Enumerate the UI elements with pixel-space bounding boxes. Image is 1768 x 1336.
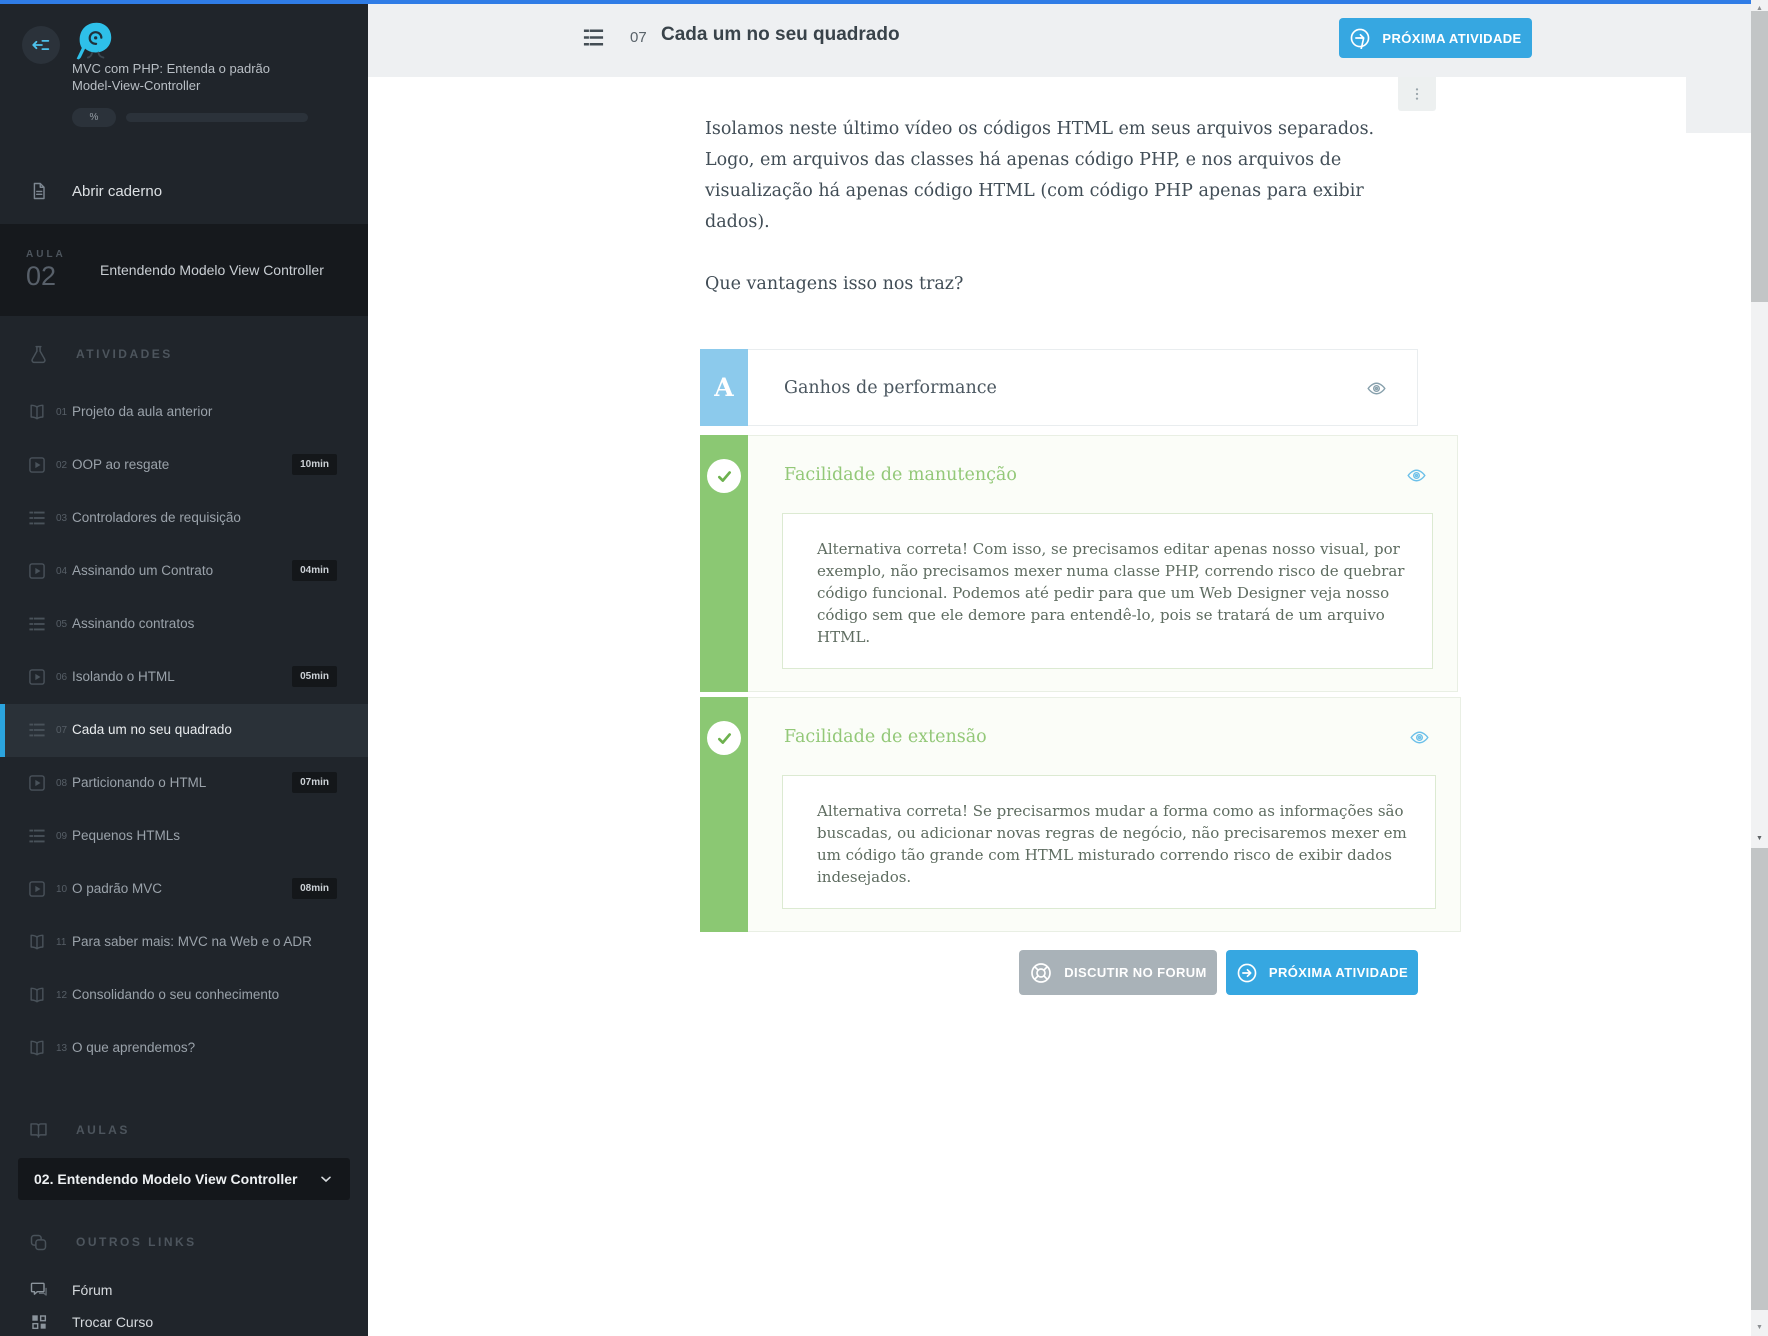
activity-number: 04: [56, 566, 68, 577]
option-b-label: Facilidade de manutenção: [784, 464, 1017, 485]
activity-label: Cada um no seu quadrado: [72, 722, 232, 737]
course-title-line2: Model-View-Controller: [72, 78, 201, 93]
video-icon: [27, 667, 47, 687]
lesson-select-value: 02. Entendendo Modelo View Controller: [34, 1171, 298, 1187]
course-progress: [72, 108, 308, 127]
sidebar-activity-03[interactable]: [0, 492, 368, 545]
scrollbar-thumb-upper[interactable]: [1751, 11, 1768, 302]
duration-badge: 07min: [292, 772, 337, 793]
next-activity-label-bottom: PRÓXIMA ATIVIDADE: [1268, 965, 1409, 980]
text-line: exemplo, não precisamos mexer numa classe PHP, correndo risco de quebrar: [817, 562, 1405, 580]
collapse-arrow-icon: [30, 34, 52, 56]
book-icon: [27, 1038, 47, 1058]
text-line: dados).: [705, 212, 770, 232]
open-book-icon: [28, 1120, 49, 1141]
check-icon: [707, 721, 741, 755]
activity-number: 07: [56, 725, 68, 736]
progress-percent-pill: %: [72, 108, 116, 127]
activity-number: 06: [56, 672, 68, 683]
progress-bar: [126, 113, 308, 122]
scrollbar[interactable]: [1751, 0, 1768, 1336]
sidebar-activity-12[interactable]: [0, 969, 368, 1022]
chat-icon: [29, 1280, 49, 1300]
text-line: indesejados.: [817, 868, 912, 886]
book-icon: [27, 932, 47, 952]
video-icon: [27, 455, 47, 475]
video-icon: [27, 561, 47, 581]
change-course-label: Trocar Curso: [72, 1314, 154, 1330]
activity-number: 11: [56, 937, 67, 948]
activity-label: Para saber mais: MVC na Web e o ADR: [72, 934, 312, 949]
option-a[interactable]: [700, 349, 1418, 426]
sidebar-activity-02[interactable]: [0, 439, 368, 492]
check-icon: [707, 459, 741, 493]
option-b[interactable]: [700, 435, 1418, 692]
duration-badge: 08min: [292, 878, 337, 899]
activity-number: 03: [56, 513, 68, 524]
option-c-title-row: [748, 698, 1436, 775]
activity-label: Assinando um Contrato: [72, 563, 214, 578]
eye-icon[interactable]: [1406, 465, 1427, 486]
activity-number: 02: [56, 460, 68, 471]
open-notebook-link[interactable]: [0, 162, 368, 220]
kebab-menu-icon: [1409, 86, 1425, 102]
collapse-sidebar-button[interactable]: [22, 26, 60, 64]
activity-number: 12: [56, 990, 68, 1001]
sidebar-activity-05[interactable]: [0, 598, 368, 651]
text-line: visualização há apenas código HTML (com código PHP apenas para exibir: [705, 181, 1364, 201]
activity-label: Consolidando o seu conhecimento: [72, 987, 280, 1002]
eye-icon[interactable]: [1409, 727, 1430, 748]
sidebar-item-change-course[interactable]: [0, 1304, 368, 1336]
text-line: HTML.: [817, 628, 871, 646]
text-line: buscadas, ou adicionar novas regras de negócio, não precisaremos mexer em: [817, 824, 1407, 842]
scrollbar-down-arrow[interactable]: ▼: [1756, 1323, 1763, 1331]
duration-badge: 04min: [292, 560, 337, 581]
book-icon: [27, 985, 47, 1005]
discuss-forum-label: DISCUTIR NO FORUM: [1064, 965, 1207, 980]
chevron-down-icon: [318, 1171, 334, 1187]
lessons-section-label: AULAS: [76, 1123, 130, 1137]
option-c-body: [748, 697, 1461, 932]
activity-label: Isolando o HTML: [72, 669, 175, 684]
option-a-body: [748, 349, 1418, 426]
current-lesson-banner: [0, 224, 368, 316]
activity-label: Projeto da aula anterior: [72, 404, 213, 419]
activity-label: O que aprendemos?: [72, 1040, 196, 1055]
text-line: Alternativa correta! Com isso, se precisamos editar apenas nosso visual, por: [817, 540, 1400, 558]
course-title: [72, 60, 312, 94]
activity-title: Cada um no seu quadrado: [661, 24, 900, 45]
next-activity-label-top: PRÓXIMA ATIVIDADE: [1382, 30, 1522, 46]
duration-badge: 10min: [292, 454, 337, 475]
copy-link-icon: [28, 1232, 49, 1253]
text-line: um código tão grande com HTML misturado correndo risco de exibir dados: [817, 846, 1392, 864]
question-followup: Que vantagens isso nos traz?: [705, 274, 964, 294]
option-c-label: Facilidade de extensão: [784, 726, 987, 747]
activity-number: 05: [56, 619, 68, 630]
option-c[interactable]: [700, 697, 1418, 932]
arrow-right-circle-icon: [1349, 27, 1371, 49]
notebook-icon: [29, 181, 49, 201]
lesson-number-block: [0, 249, 100, 292]
sidebar-activity-11[interactable]: [0, 916, 368, 969]
lesson-select-dropdown[interactable]: [18, 1158, 350, 1200]
header-overflow-patch: [1686, 77, 1751, 133]
text-line: Logo, em arquivos das classes há apenas código PHP, e nos arquivos de: [705, 150, 1342, 170]
course-title-line1: MVC com PHP: Entenda o padrão: [72, 61, 270, 76]
list-icon: [27, 508, 47, 528]
sidebar-activity-08[interactable]: [0, 757, 368, 810]
activity-number: 01: [56, 407, 68, 418]
course-sidebar: [0, 0, 368, 1336]
activity-label: Particionando o HTML: [72, 775, 207, 790]
video-icon: [27, 773, 47, 793]
list-icon: [27, 826, 47, 846]
activity-number: 09: [56, 831, 68, 842]
activity-label: Pequenos HTMLs: [72, 828, 181, 843]
activity-label: OOP ao resgate: [72, 457, 170, 472]
activity-number: 13: [56, 1043, 68, 1054]
eye-icon[interactable]: [1366, 378, 1387, 399]
option-c-feedback: [782, 775, 1436, 909]
activities-section-label: ATIVIDADES: [76, 347, 173, 361]
book-icon: [27, 402, 47, 422]
sidebar-activity-06[interactable]: [0, 651, 368, 704]
top-progress-line: [0, 0, 1751, 4]
next-activity-button-bottom[interactable]: [1226, 950, 1418, 995]
other-links-section-header: [0, 1228, 368, 1256]
lesson-word: AULA: [26, 248, 66, 260]
option-b-title-row: [748, 436, 1433, 513]
duration-badge: 05min: [292, 666, 337, 687]
arrow-right-circle-icon: [1236, 962, 1258, 984]
activity-label: O padrão MVC: [72, 881, 163, 896]
exercise-actions: [700, 950, 1418, 995]
activity-number: 07: [630, 29, 647, 46]
text-line: Alternativa correta! Se precisarmos mudar a forma como as informações são: [817, 802, 1404, 820]
activities-section-header: [0, 340, 368, 368]
option-b-body: [748, 435, 1458, 692]
discuss-forum-button[interactable]: [1019, 950, 1217, 995]
lesson-title: Entendendo Modelo View Controller: [100, 262, 324, 278]
sidebar-activity-04[interactable]: [0, 545, 368, 598]
forum-label: Fórum: [72, 1282, 113, 1298]
chameleon-icon: [70, 20, 114, 62]
open-notebook-label: Abrir caderno: [72, 182, 163, 200]
sidebar-activity-09[interactable]: [0, 810, 368, 863]
sidebar-activity-13[interactable]: [0, 1022, 368, 1075]
lifebuoy-icon: [1029, 961, 1053, 985]
course-logo: [70, 20, 114, 62]
grid-icon: [29, 1312, 49, 1332]
text-line: código sem que ele demore para entendê-lo, pois se tratará de um arquivo: [817, 606, 1385, 624]
activity-label: Assinando contratos: [72, 616, 195, 631]
option-c-correct-bar: [700, 697, 748, 932]
activity-label: Controladores de requisição: [72, 510, 241, 525]
scrollbar-inner-down-arrow[interactable]: ▼: [1756, 834, 1763, 842]
list-icon: [27, 614, 47, 634]
question-paragraph: [705, 114, 1374, 238]
scrollbar-thumb-lower[interactable]: [1751, 848, 1768, 1310]
option-b-correct-bar: [700, 435, 748, 692]
option-a-letter: A: [700, 349, 748, 426]
sidebar-activity-10[interactable]: [0, 863, 368, 916]
activity-number: 10: [56, 884, 68, 895]
scrollbar-up-arrow[interactable]: ▲: [1756, 4, 1763, 12]
activity-options-menu[interactable]: [1398, 77, 1436, 111]
text-line: código funcional. Podemos até pedir para que um Web Designer veja nosso: [817, 584, 1390, 602]
sidebar-activity-07[interactable]: [0, 704, 368, 757]
sidebar-activity-01[interactable]: [0, 386, 368, 439]
activity-header: [368, 4, 1751, 77]
flask-icon: [28, 344, 49, 365]
exercise-list-icon: [581, 25, 606, 50]
video-icon: [27, 879, 47, 899]
activity-number: 08: [56, 778, 68, 789]
other-links-section-label: OUTROS LINKS: [76, 1235, 197, 1249]
lesson-number: 02: [26, 260, 57, 291]
option-a-label: Ganhos de performance: [784, 377, 997, 398]
text-line: Isolamos neste último vídeo os códigos HTML em seus arquivos separados.: [705, 119, 1375, 139]
next-activity-button-top[interactable]: [1339, 18, 1532, 58]
list-icon: [27, 720, 47, 740]
option-b-feedback: [782, 513, 1433, 669]
lessons-section-header: [0, 1116, 368, 1144]
sidebar-item-forum[interactable]: [0, 1272, 368, 1308]
